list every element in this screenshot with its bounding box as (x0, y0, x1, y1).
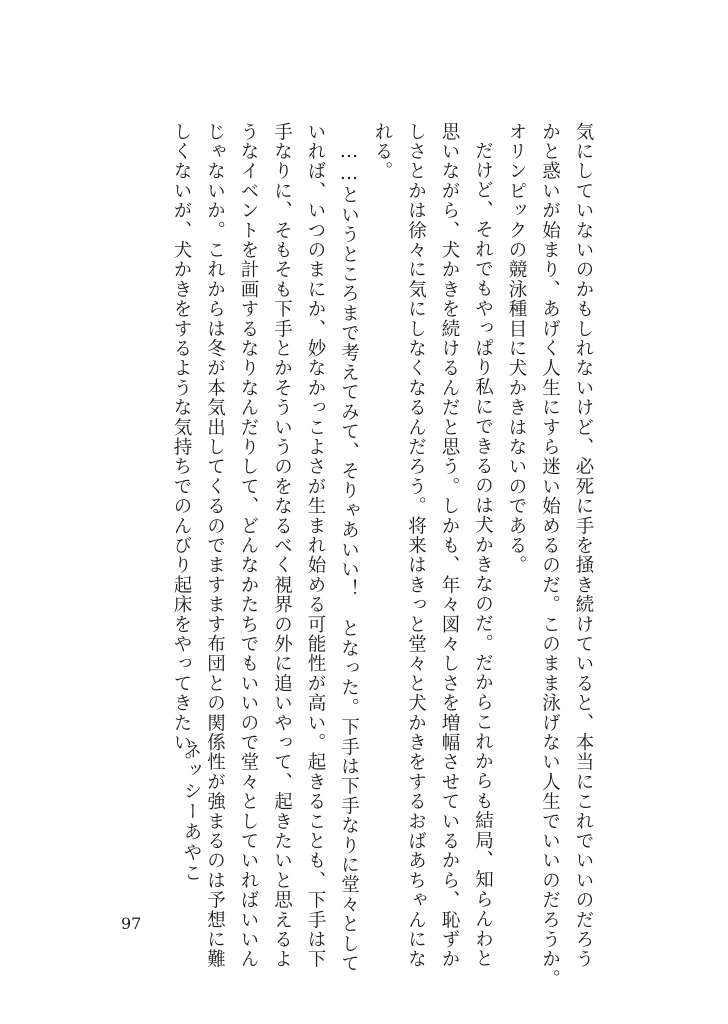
text-line: しくないが、犬かきをするような気持ちでのんびり起床をやってきたい。 (171, 122, 192, 773)
page-number: 97 (121, 914, 142, 933)
text-line: れる。 (372, 122, 393, 182)
text-line: 思いながら、犬かきを続けるんだと思う。しかも、年々図々しさを増幅させているから、恥ずか (439, 122, 460, 970)
text-line: うなイベントを計画するなりなんだりして、どんなかたちでもいいので堂々としていればいいん (238, 122, 259, 970)
text-line: だけど、それでもやっぱり私にできるのは犬かきなのだ。だからこれからも結局、知らんわと (472, 140, 494, 968)
text-line: いれば、いつのまにか、妙なかっこよさが生まれ始める可能性が高い。起きることも、下手は下 (305, 122, 326, 970)
text-line: しさとかは徐々に気にしなくなるんだろう。将来はきっと堂々と犬かきをするおばあちゃんにな (405, 122, 427, 970)
text-line: じゃないか。これからは冬が本気出してくるのでますます布団との関係性が強まるのは予想に難 (204, 122, 226, 970)
text-line: オリンピックの競泳種目に犬かきはないのである。 (506, 122, 527, 576)
text-line: 手なりに、そもそも下手とかそういうのをなるべく視界の外に追いやって、起きたいと思えるよ (271, 122, 293, 970)
text-line: 気にしていないのかもしれないけど、必死に手を掻き続けていると、本当にこれでいいのだろう (573, 122, 594, 970)
author-name: ネッシーあやこ (181, 740, 202, 884)
text-line: かと惑いが始まり、あげく人生にすら迷い始めるのだ。このまま泳げない人生でいいのだろうか。 (539, 122, 561, 989)
text-line: ……というところまで考えてみて、そりゃあいい！ となった。下手は下手なりに堂々として (338, 140, 360, 973)
